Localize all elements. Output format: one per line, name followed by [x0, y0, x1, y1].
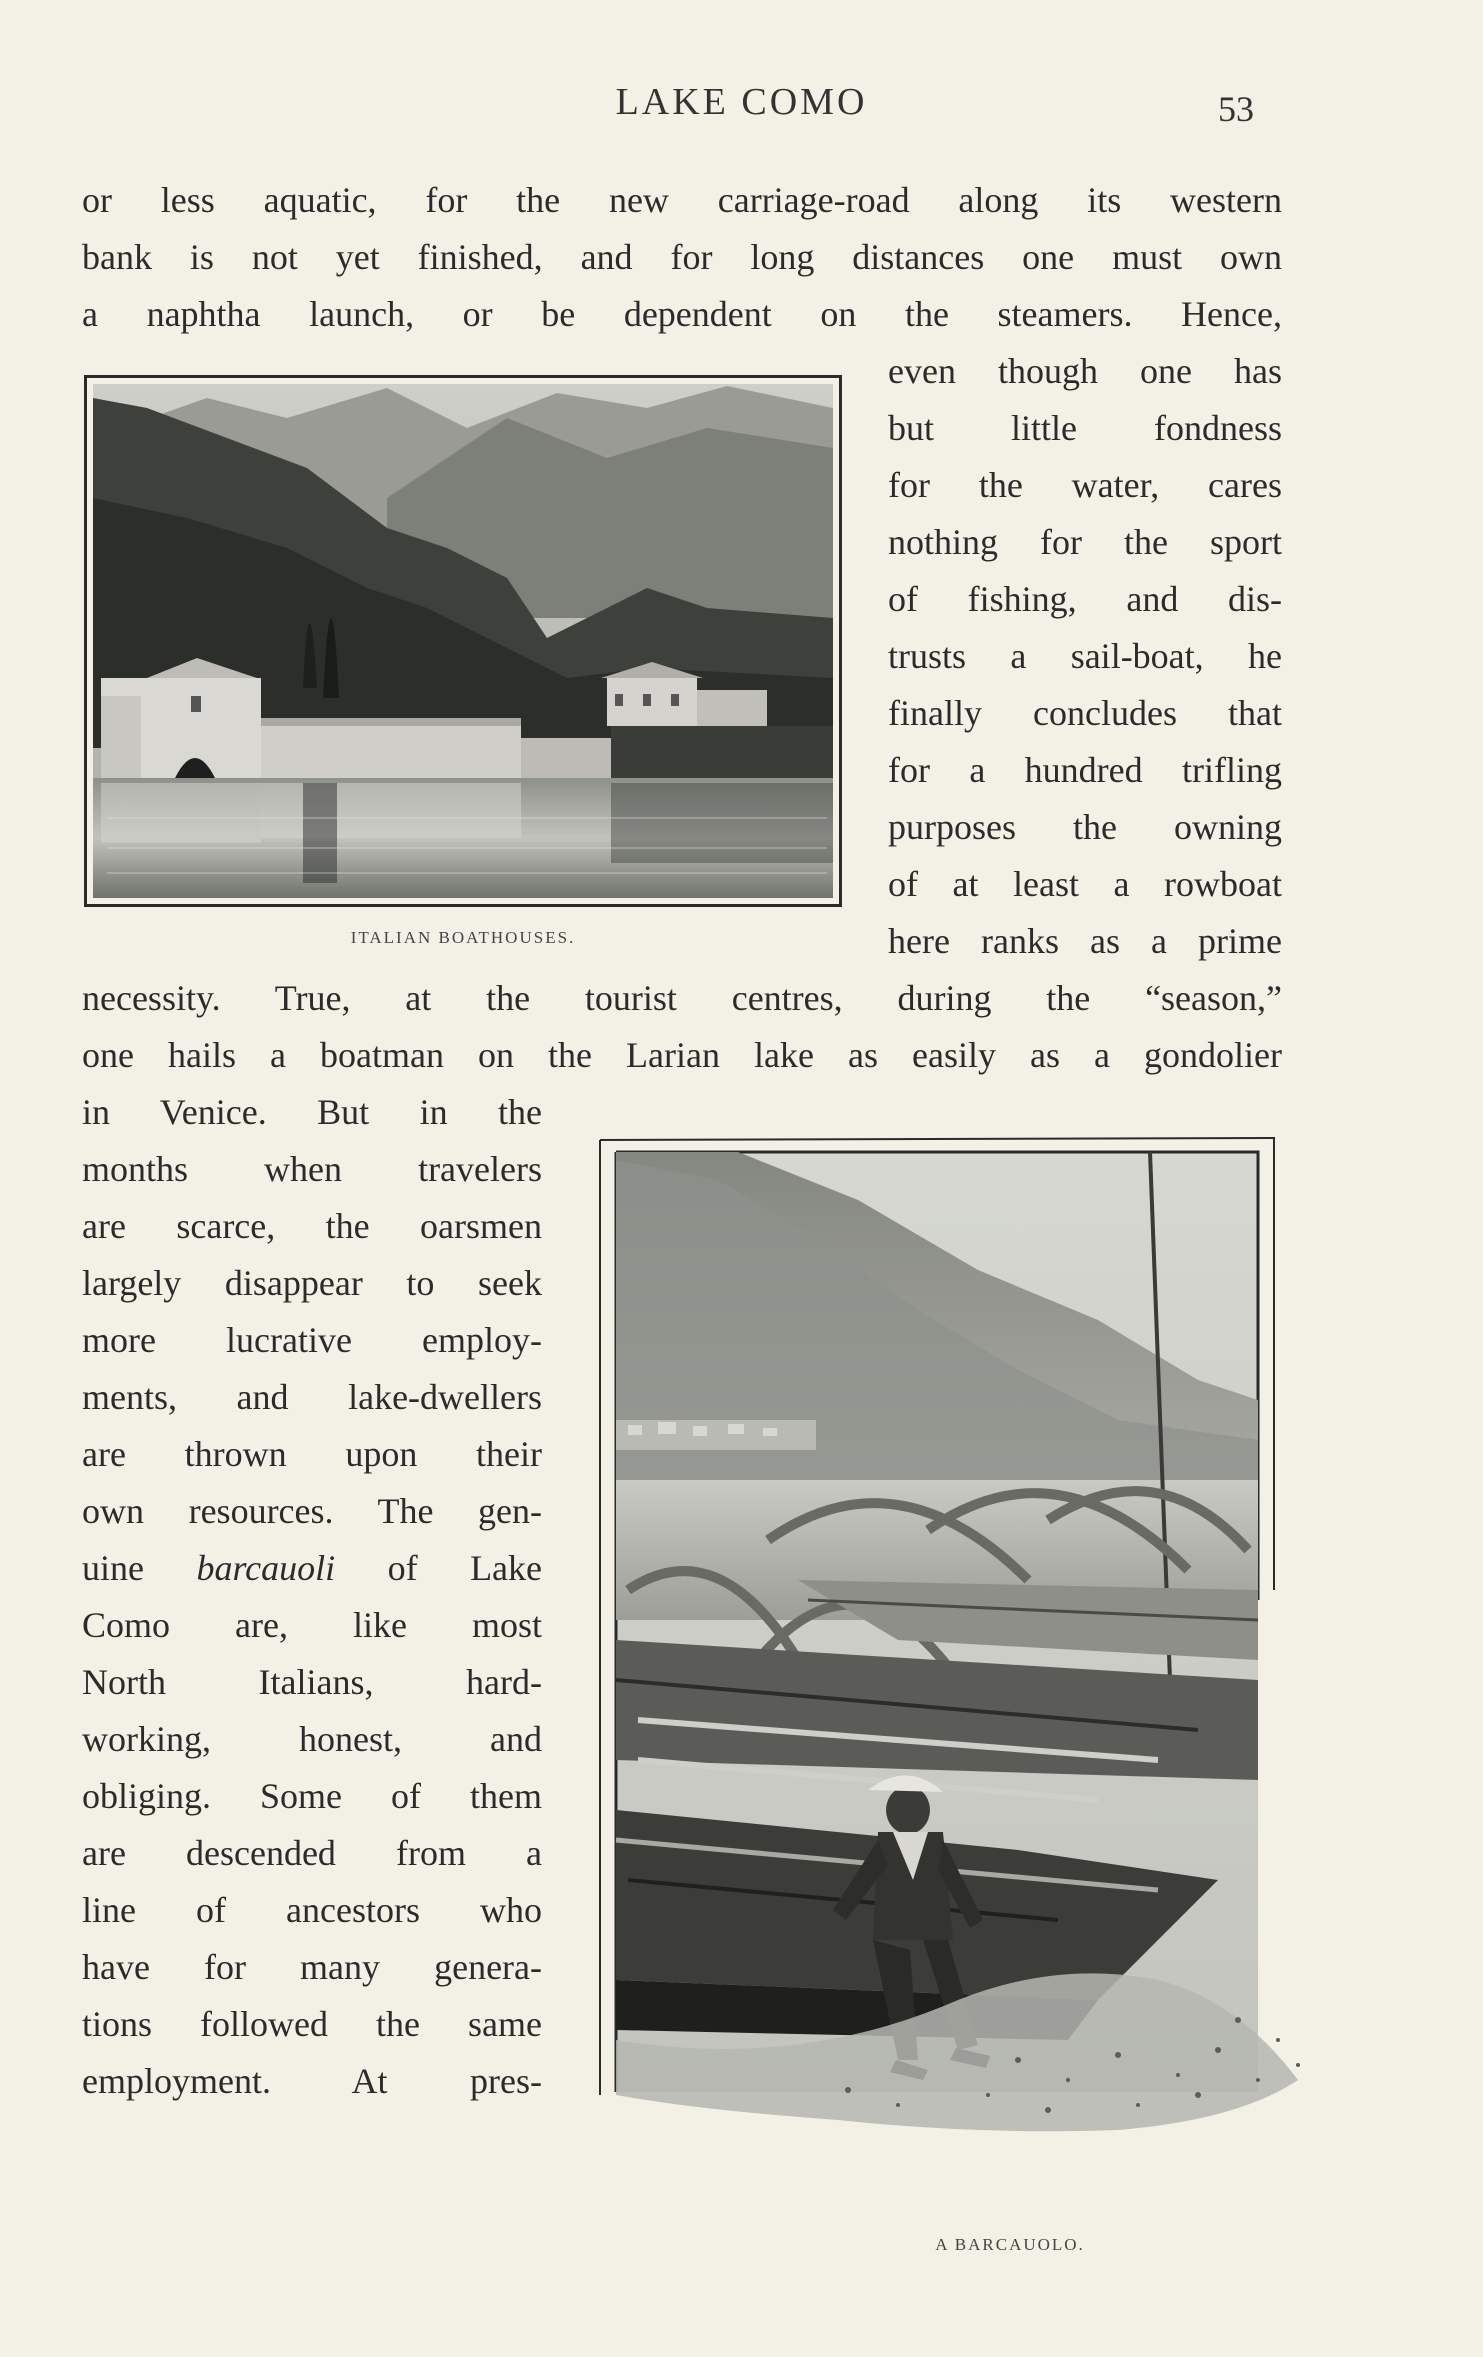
running-title: LAKE COMO — [615, 81, 868, 123]
text-line: necessity. True, at the tourist centres, during the “season,” — [82, 978, 1282, 1018]
text-line: own resources. The gen- — [82, 1491, 542, 1531]
text-line: nothing for the sport — [888, 522, 1282, 562]
text-line: are thrown upon their — [82, 1434, 542, 1474]
text-line — [82, 1540, 542, 1597]
text-line: of at least a rowboat — [888, 864, 1282, 904]
text-line: even though one has — [888, 351, 1282, 391]
text-line: here ranks as a prime — [888, 921, 1282, 961]
text-line: but little fondness — [888, 408, 1282, 448]
barcauolo-caption: A BARCAUOLO. — [935, 2235, 1085, 2254]
text-line: more lucrative employ- — [82, 1320, 542, 1360]
text-line: in Venice. But in the — [82, 1092, 542, 1132]
text-line: working, honest, and — [82, 1719, 542, 1759]
text-line: a naphtha launch, or be dependent on the steamers. Hence, — [82, 294, 1282, 334]
page-number: 53 — [1218, 89, 1254, 129]
barcauolo-illustration — [598, 1120, 1388, 2190]
text-line: North Italians, hard- — [82, 1662, 542, 1702]
boathouses-photo — [84, 375, 842, 907]
text-word: uine — [82, 1548, 144, 1588]
text-line: months when travelers — [82, 1149, 542, 1189]
text-line: ments, and lake-dwellers — [82, 1377, 542, 1417]
text-line: line of ancestors who — [82, 1890, 542, 1930]
text-line: are descended from a — [82, 1833, 542, 1873]
text-word: of Lake — [387, 1548, 543, 1588]
text-line: are scarce, the oarsmen — [82, 1206, 542, 1246]
text-line: for the water, cares — [888, 465, 1282, 505]
text-line: have for many genera- — [82, 1947, 542, 1987]
text-line: purposes the owning — [888, 807, 1282, 847]
text-line: obliging. Some of them — [82, 1776, 542, 1816]
text-line: finally concludes that — [888, 693, 1282, 733]
text-line: one hails a boatman on the Larian lake as easily as a gondolier — [82, 1035, 1282, 1075]
text-line: Como are, like most — [82, 1605, 542, 1645]
boathouses-caption: ITALIAN BOATHOUSES. — [350, 928, 576, 947]
text-line: tions followed the same — [82, 2004, 542, 2044]
text-line: trusts a sail-boat, he — [888, 636, 1282, 676]
text-line: or less aquatic, for the new carriage-road along its western — [82, 180, 1282, 220]
italic-word: barcauoli — [196, 1548, 336, 1588]
text-line: bank is not yet finished, and for long distances one must own — [82, 237, 1282, 277]
text-line: employment. At pres- — [82, 2061, 542, 2101]
text-line: for a hundred trifling — [888, 750, 1282, 790]
text-line: largely disappear to seek — [82, 1263, 542, 1303]
barcauolo-photo — [598, 1120, 1388, 2190]
text-line: of fishing, and dis- — [888, 579, 1282, 619]
boathouses-illustration — [87, 378, 839, 904]
